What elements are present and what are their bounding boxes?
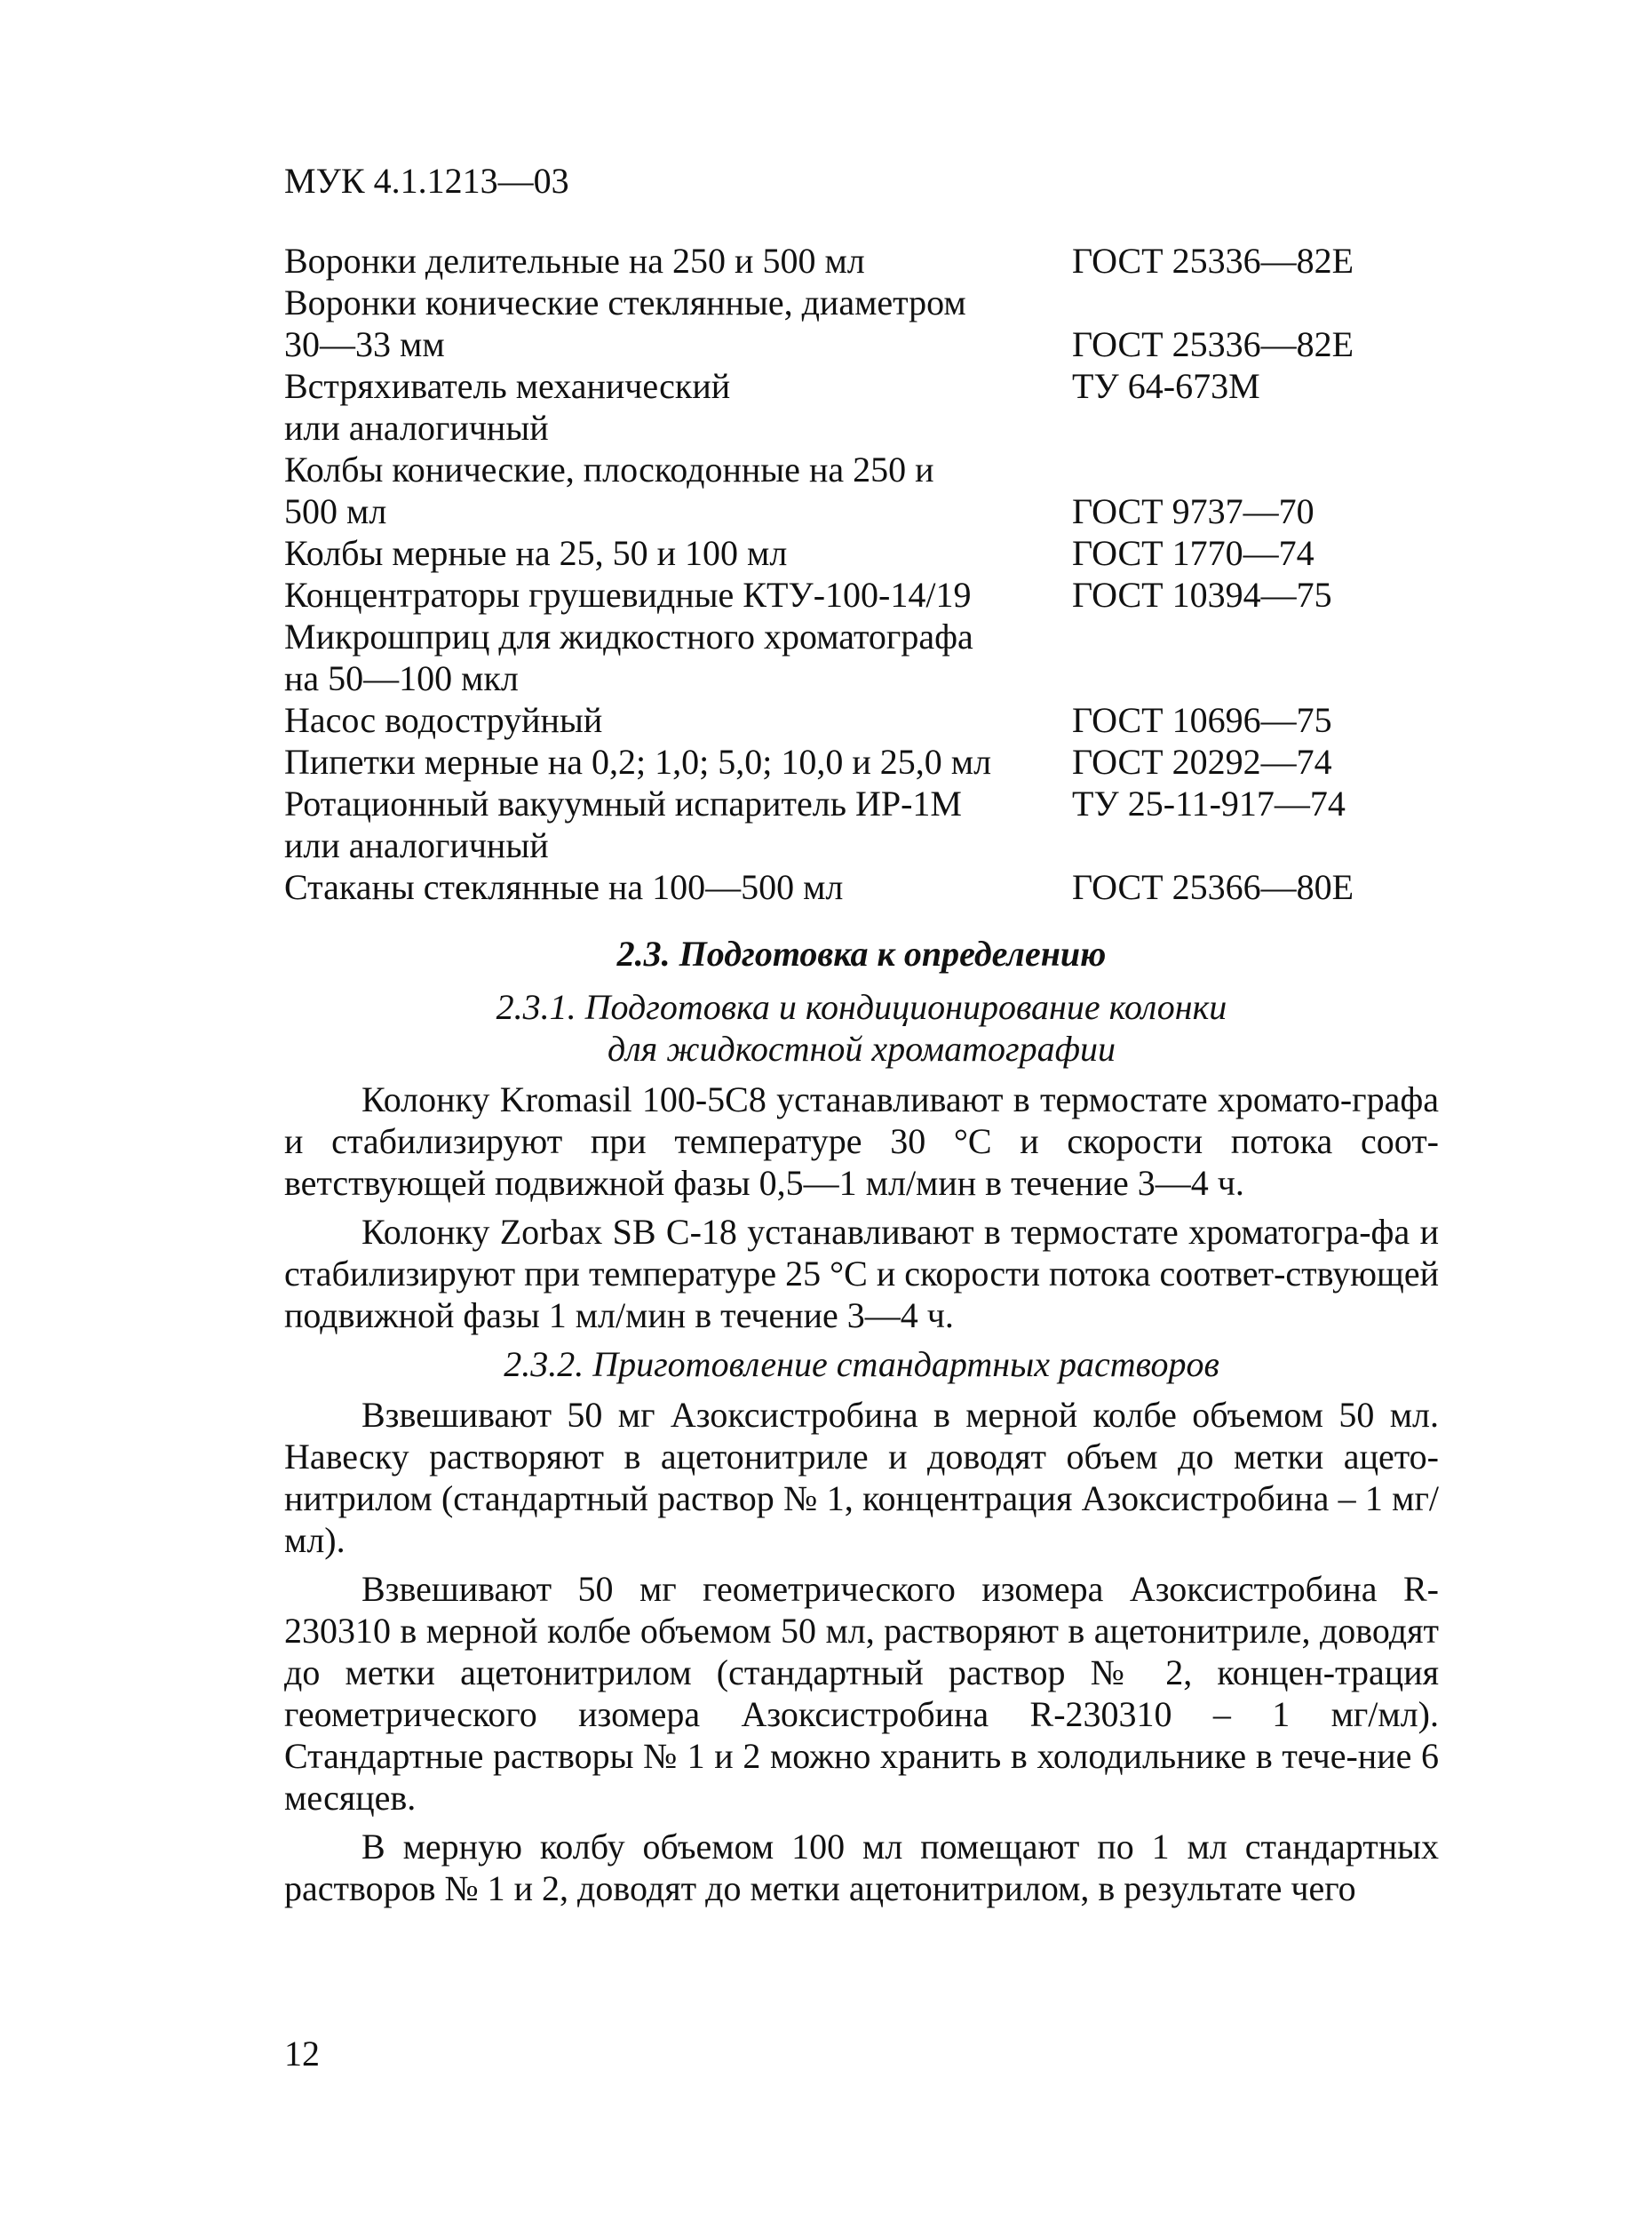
equipment-row	[284, 365, 1439, 407]
paragraph: Взвешивают 50 мг геометрического изомера Азоксистробина R-230310 в мерной колбе объемом 50 мл, растворяют в ацетонитриле, доводят до метки ацетонитрилом (стандартный раствор № 2, концен-трация геометрического изомера Азоксистробина R-230310 – 1 мг/мл). Стандартные растворы № 1 и 2 можно хранить в холодильнике в тече-ние 6 месяцев.	[284, 1569, 1439, 1818]
equipment-name: на 50—100 мкл	[284, 658, 519, 698]
equipment-row	[284, 616, 1439, 657]
subsection-heading-2-3-1	[284, 986, 1439, 1070]
document-header: МУК 4.1.1213—03	[284, 161, 569, 201]
equipment-name: Стаканы стеклянные на 100—500 мл	[284, 867, 844, 907]
equipment-row	[284, 741, 1439, 783]
equipment-standard: ГОСТ 20292—74	[1072, 742, 1332, 782]
equipment-row	[284, 699, 1439, 741]
equipment-row	[284, 323, 1439, 365]
equipment-row	[284, 490, 1439, 532]
equipment-name: или аналогичный	[284, 408, 549, 448]
equipment-name: Воронки делительные на 250 и 500 мл	[284, 241, 865, 281]
equipment-row	[284, 657, 1439, 699]
subsection-heading-line: для жидкостной хроматографии	[607, 1029, 1116, 1069]
paragraph: Колонку Kromasil 100-5C8 устанавливают в термостате хромато-графа и стабилизируют при температуре 30 °С и скорости потока соот-ветствующей подвижной фазы 0,5—1 мл/мин в течение 3—4 ч.	[284, 1079, 1439, 1203]
equipment-standard: ТУ 25-11-917—74	[1072, 784, 1346, 824]
equipment-standard: ГОСТ 25366—80Е	[1072, 867, 1354, 907]
paragraph: Колонку Zorbax SB C-18 устанавливают в термостате хроматогра-фа и стабилизируют при температуре 25 °С и скорости потока соответ-ствующей подвижной фазы 1 мл/мин в течение 3—4 ч.	[284, 1212, 1439, 1335]
equipment-name: Концентраторы грушевидные КТУ-100-14/19	[284, 575, 972, 615]
equipment-standard: ГОСТ 25336—82Е	[1072, 241, 1354, 281]
equipment-standard: ТУ 64-673М	[1072, 366, 1260, 406]
equipment-row	[284, 240, 1439, 282]
equipment-row	[284, 449, 1439, 490]
equipment-name: Колбы конические, плоскодонные на 250 и	[284, 450, 934, 490]
equipment-standard: ГОСТ 10696—75	[1072, 700, 1332, 740]
equipment-standard: ГОСТ 1770—74	[1072, 533, 1314, 573]
equipment-row	[284, 532, 1439, 574]
equipment-row	[284, 866, 1439, 908]
subsection-heading-line: 2.3.1. Подготовка и кондиционирование колонки	[496, 987, 1227, 1027]
equipment-name: Ротационный вакуумный испаритель ИР-1М	[284, 784, 962, 824]
subsection-heading-2-3-2: 2.3.2. Приготовление стандартных растворов	[504, 1344, 1219, 1384]
equipment-name: 30—33 мм	[284, 324, 445, 364]
equipment-name: Колбы мерные на 25, 50 и 100 мл	[284, 533, 788, 573]
paragraph: Взвешивают 50 мг Азоксистробина в мерной колбе объемом 50 мл. Навеску растворяют в ацетонитриле и доводят объем до метки ацето-нитрилом (стандартный раствор № 1, концентрация Азоксистробина – 1 мг/мл).	[284, 1395, 1439, 1560]
equipment-name: Встряхиватель механический	[284, 366, 731, 406]
section-2-3	[284, 933, 1439, 1916]
equipment-standard: ГОСТ 9737—70	[1072, 491, 1314, 531]
equipment-name: Насос водоструйный	[284, 700, 603, 740]
paragraph: В мерную колбу объемом 100 мл помещают по 1 мл стандартных растворов № 1 и 2, доводят до метки ацетонитрилом, в результате чего	[284, 1827, 1439, 1908]
equipment-row	[284, 574, 1439, 616]
equipment-name: Воронки конические стеклянные, диаметром	[284, 283, 966, 322]
page-number: 12	[284, 2034, 320, 2074]
equipment-row	[284, 824, 1439, 866]
equipment-standard: ГОСТ 25336—82Е	[1072, 324, 1354, 364]
equipment-name: 500 мл	[284, 491, 387, 531]
equipment-row	[284, 783, 1439, 824]
equipment-standard: ГОСТ 10394—75	[1072, 575, 1332, 615]
equipment-name: или аналогичный	[284, 825, 549, 865]
section-heading: 2.3. Подготовка к определению	[616, 934, 1107, 974]
equipment-row	[284, 282, 1439, 323]
equipment-list	[284, 240, 1439, 908]
equipment-name: Пипетки мерные на 0,2; 1,0; 5,0; 10,0 и 25,0 мл	[284, 742, 992, 782]
equipment-name: Микрошприц для жидкостного хроматографа	[284, 617, 973, 657]
equipment-row	[284, 407, 1439, 449]
